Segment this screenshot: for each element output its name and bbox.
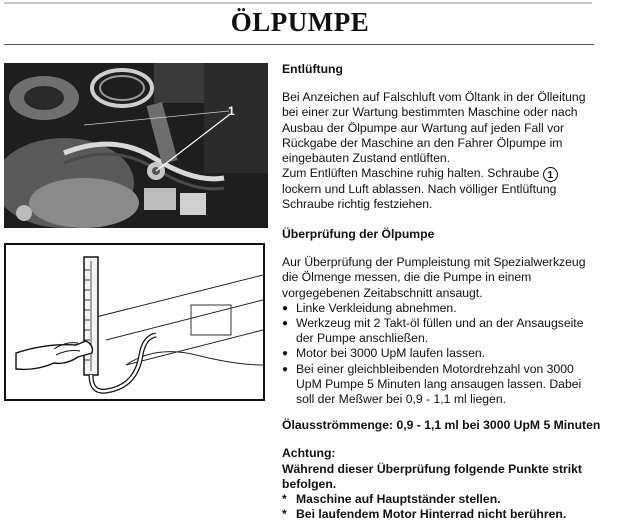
ueberpruefung-intro: Aur Überprüfung der Pumpleistung mit Spezialwerkzeug die Ölmenge messen, die die Pumpe in einem vorgegebenen Zeitabschnitt ansaugt. xyxy=(282,255,586,300)
oil-pump-photo xyxy=(4,63,268,228)
achtung-items xyxy=(282,492,600,522)
section-heading-entlueftung: Entlüftung xyxy=(282,62,343,76)
entlueftung-paragraph-2 xyxy=(282,166,600,212)
list-item: ● Bei einer gleichbleibenden Motordrehzahl von 3000 UpM Pumpe 5 Minuten lang ansaugen lassen. Dabei soll der Meßwer bei 0,9 - 1,1 ml liegen. xyxy=(282,362,600,408)
measuring-tool-illustration xyxy=(6,245,263,399)
section-heading-ueberpruefung: Überprüfung der Ölpumpe xyxy=(282,226,435,241)
entlueftung-paragraph-1: Bei Anzeichen auf Falschluft vom Öltank in der Ölleitung bei einer zur Wartung bestimmten Maschine oder nach Ausbau der Ölpumpe aur Wartung auf jeden Fall vor Rückgabe der Maschine an den Fahrer Ölpumpe im eingebauten Zustand entlüften. xyxy=(282,90,586,166)
achtung-heading: Achtung: xyxy=(282,446,336,461)
ueberpruefung-steps xyxy=(282,301,600,407)
screw-number-badge: 1 xyxy=(543,167,558,182)
list-item: * Maschine auf Hauptständer stellen. xyxy=(282,492,600,507)
entlueftung-paragraph-2-post: lockern und Luft ablassen. Nach völliger Entlüftung Schraube richtig festziehen. xyxy=(282,181,557,211)
measuring-tool-drawing xyxy=(4,243,265,401)
list-item: ● Motor bei 3000 UpM laufen lassen. xyxy=(282,346,600,361)
page-title: ÖLPUMPE xyxy=(230,7,370,37)
oil-pump-photo-image xyxy=(4,63,268,228)
text-column xyxy=(282,62,600,522)
list-item: * Bei laufendem Motor Hinterrad nicht berühren. xyxy=(282,507,600,522)
photo-callout-label: 1 xyxy=(228,104,235,118)
oil-flow-spec: Ölausströmmenge: 0,9 - 1,1 ml bei 3000 UpM 5 Minuten xyxy=(282,418,601,433)
list-item: ● Linke Verkleidung abnehmen. xyxy=(282,301,600,316)
top-border xyxy=(4,2,592,4)
title-rule xyxy=(4,44,594,45)
entlueftung-paragraph-2-pre: Zum Entlüften Maschine ruhig halten. Schraube xyxy=(282,166,540,181)
achtung-text: Während dieser Überprüfung folgende Punkte strikt befolgen. xyxy=(282,461,582,491)
list-item: ● Werkzeug mit 2 Takt-öl füllen und an der Ansaugseite der Pumpe anschließen. xyxy=(282,316,600,346)
